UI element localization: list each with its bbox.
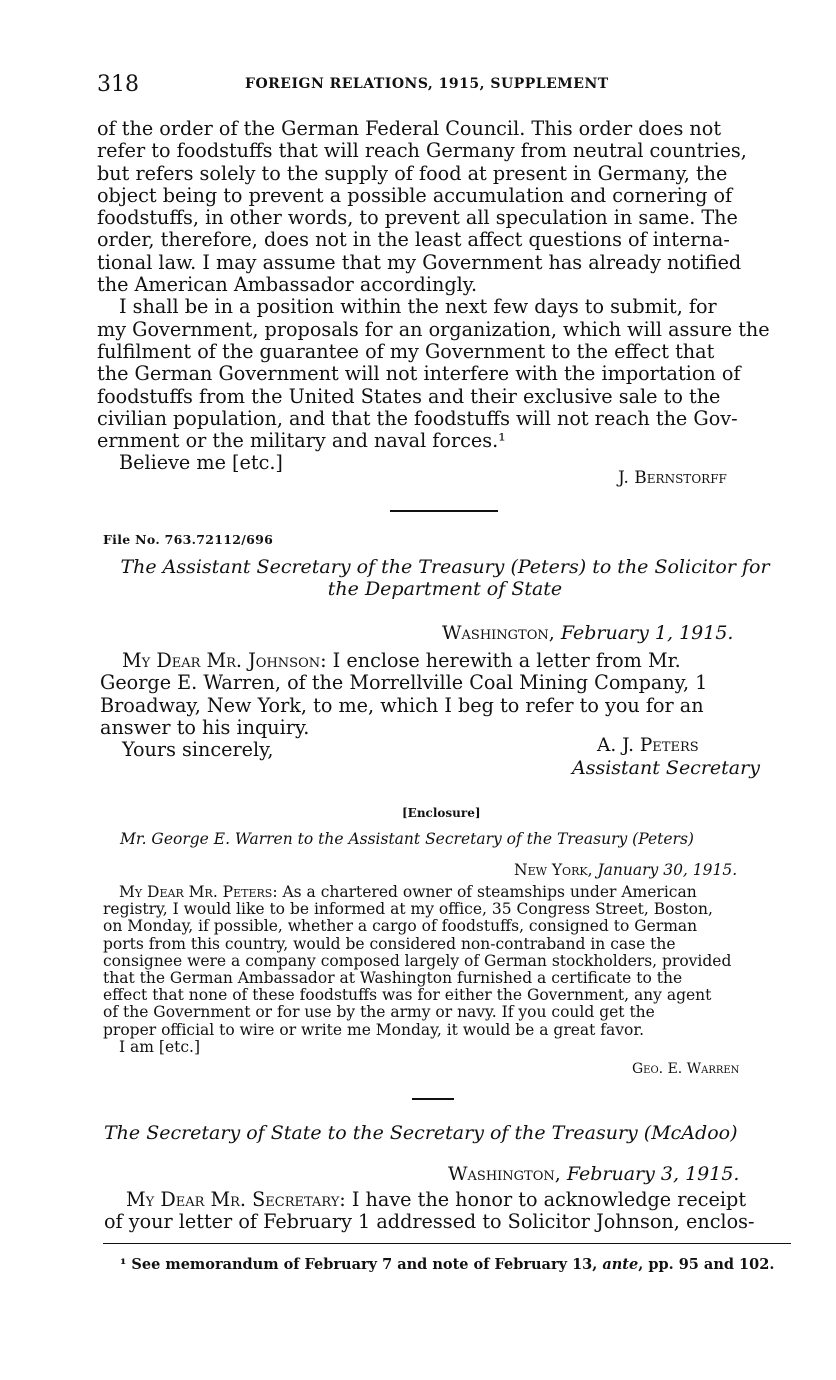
salutation: My Dear Mr. Peters:	[119, 883, 278, 901]
enclosure-label: [Enclosure]	[402, 806, 481, 820]
running-title: FOREIGN RELATIONS, 1915, SUPPLEMENT	[245, 76, 609, 92]
footnote-ante: ante	[602, 1256, 639, 1273]
dateline-place: Washington,	[442, 622, 555, 644]
footnote	[120, 1256, 774, 1273]
text-span: I enclose herewith a letter from Mr.	[326, 649, 681, 672]
signature-title-peters: Assistant Secretary	[572, 757, 760, 779]
letter-bernstorff-body	[97, 118, 770, 475]
dateline-place: New York,	[514, 861, 593, 879]
text-line: registry, I would like to be informed at my office, 35 Congress Street, Boston,	[103, 900, 713, 919]
text-line: on Monday, if possible, whether a cargo of foodstuffs, consigned to German	[103, 917, 698, 936]
footnote-text: ¹ See memorandum of February 7 and note of February 13,	[120, 1256, 603, 1273]
text-line: my Government, proposals for an organization, which will assure the	[97, 317, 770, 341]
closing-line: Believe me [etc.]	[119, 451, 283, 475]
file-number: File No. 763.72112/696	[103, 532, 274, 547]
text-line	[103, 884, 731, 901]
signature-warren: Geo. E. Warren	[632, 1061, 740, 1077]
signature-bernstorff: J. Bernstorff	[618, 468, 727, 488]
text-line: civilian population, and that the foodstuffs will not reach the Gov-	[97, 406, 738, 430]
text-line	[104, 1189, 754, 1211]
text-line: ernment or the military and naval forces.¹	[97, 429, 506, 453]
doc-heading-mcadoo: The Secretary of State to the Secretary of the Treasury (McAdoo)	[104, 1122, 738, 1144]
salutation: My Dear Mr. Secretary:	[126, 1188, 346, 1211]
text-line: the German Government will not interfere with the importation of	[97, 362, 741, 386]
closing-line: Yours sincerely,	[122, 738, 274, 762]
text-line: ports from this country, would be considered non-contraband in case the	[103, 934, 676, 953]
text-line: effect that none of these foodstuffs was for either the Government, any agent	[103, 986, 712, 1005]
text-line: foodstuffs from the United States and their exclusive sale to the	[97, 384, 721, 408]
text-line: the American Ambassador accordingly.	[97, 273, 478, 297]
closing-line: I am [etc.]	[119, 1037, 201, 1056]
text-span: As a chartered owner of steamships under American	[277, 883, 697, 901]
dateline-warren	[514, 861, 737, 879]
heading-line: the Department of State	[327, 578, 563, 600]
letter-mcadoo-body	[104, 1189, 754, 1234]
text-line: foodstuffs, in other words, to prevent all speculation in same. The	[97, 206, 738, 230]
text-line: answer to his inquiry.	[100, 715, 310, 739]
dateline-date: January 30, 1915.	[597, 861, 738, 879]
doc-heading-peters	[100, 556, 790, 600]
text-line: of your letter of February 1 addressed to Solicitor Johnson, enclos-	[104, 1210, 755, 1234]
text-line	[100, 650, 707, 672]
text-line: refer to foodstuffs that will reach Germany from neutral countries,	[97, 139, 747, 163]
dateline-date: February 1, 1915.	[560, 622, 734, 644]
letter-warren-body	[103, 884, 731, 1056]
text-line: consignee were a company composed largely of German stockholders, provided	[103, 951, 732, 970]
footnote-text: , pp. 95 and 102.	[638, 1256, 775, 1273]
doc-heading-warren: Mr. George E. Warren to the Assistant Secretary of the Treasury (Peters)	[120, 830, 694, 848]
page-number: 318	[97, 72, 139, 97]
text-line: tional law. I may assume that my Government has already notified	[97, 250, 742, 274]
signature-peters: A. J. Peters	[597, 735, 699, 756]
text-line: proper official to wire or write me Monday, it would be a great favor.	[103, 1020, 645, 1039]
dateline-place: Washington,	[448, 1163, 561, 1185]
footnote-rule	[103, 1243, 791, 1244]
section-divider	[412, 1098, 454, 1100]
text-line: George E. Warren, of the Morrellville Coal Mining Company, 1	[100, 671, 708, 695]
text-line: but refers solely to the supply of food at present in Germany, the	[97, 161, 728, 185]
text-line: object being to prevent a possible accumulation and cornering of	[97, 183, 733, 207]
dateline-date: February 3, 1915.	[566, 1163, 740, 1185]
heading-line: The Assistant Secretary of the Treasury (Peters) to the Solicitor for	[120, 556, 770, 578]
text-line: that the German Ambassador at Washington furnished a certificate to the	[103, 969, 683, 988]
text-line: I shall be in a position within the next few days to submit, for	[119, 295, 717, 319]
dateline-mcadoo	[448, 1163, 739, 1185]
text-line: order, therefore, does not in the least affect questions of interna-	[97, 228, 730, 252]
salutation: My Dear Mr. Johnson:	[122, 649, 327, 672]
text-span: I have the honor to acknowledge receipt	[345, 1188, 747, 1211]
text-line: of the order of the German Federal Council. This order does not	[97, 117, 722, 140]
dateline-peters	[442, 622, 733, 644]
text-line: of the Government or for use by the army or navy. If you could get the	[103, 1003, 655, 1022]
section-divider	[390, 510, 498, 512]
text-line: fulfilment of the guarantee of my Government to the effect that	[97, 339, 715, 363]
text-line: Broadway, New York, to me, which I beg to refer to you for an	[100, 693, 704, 717]
